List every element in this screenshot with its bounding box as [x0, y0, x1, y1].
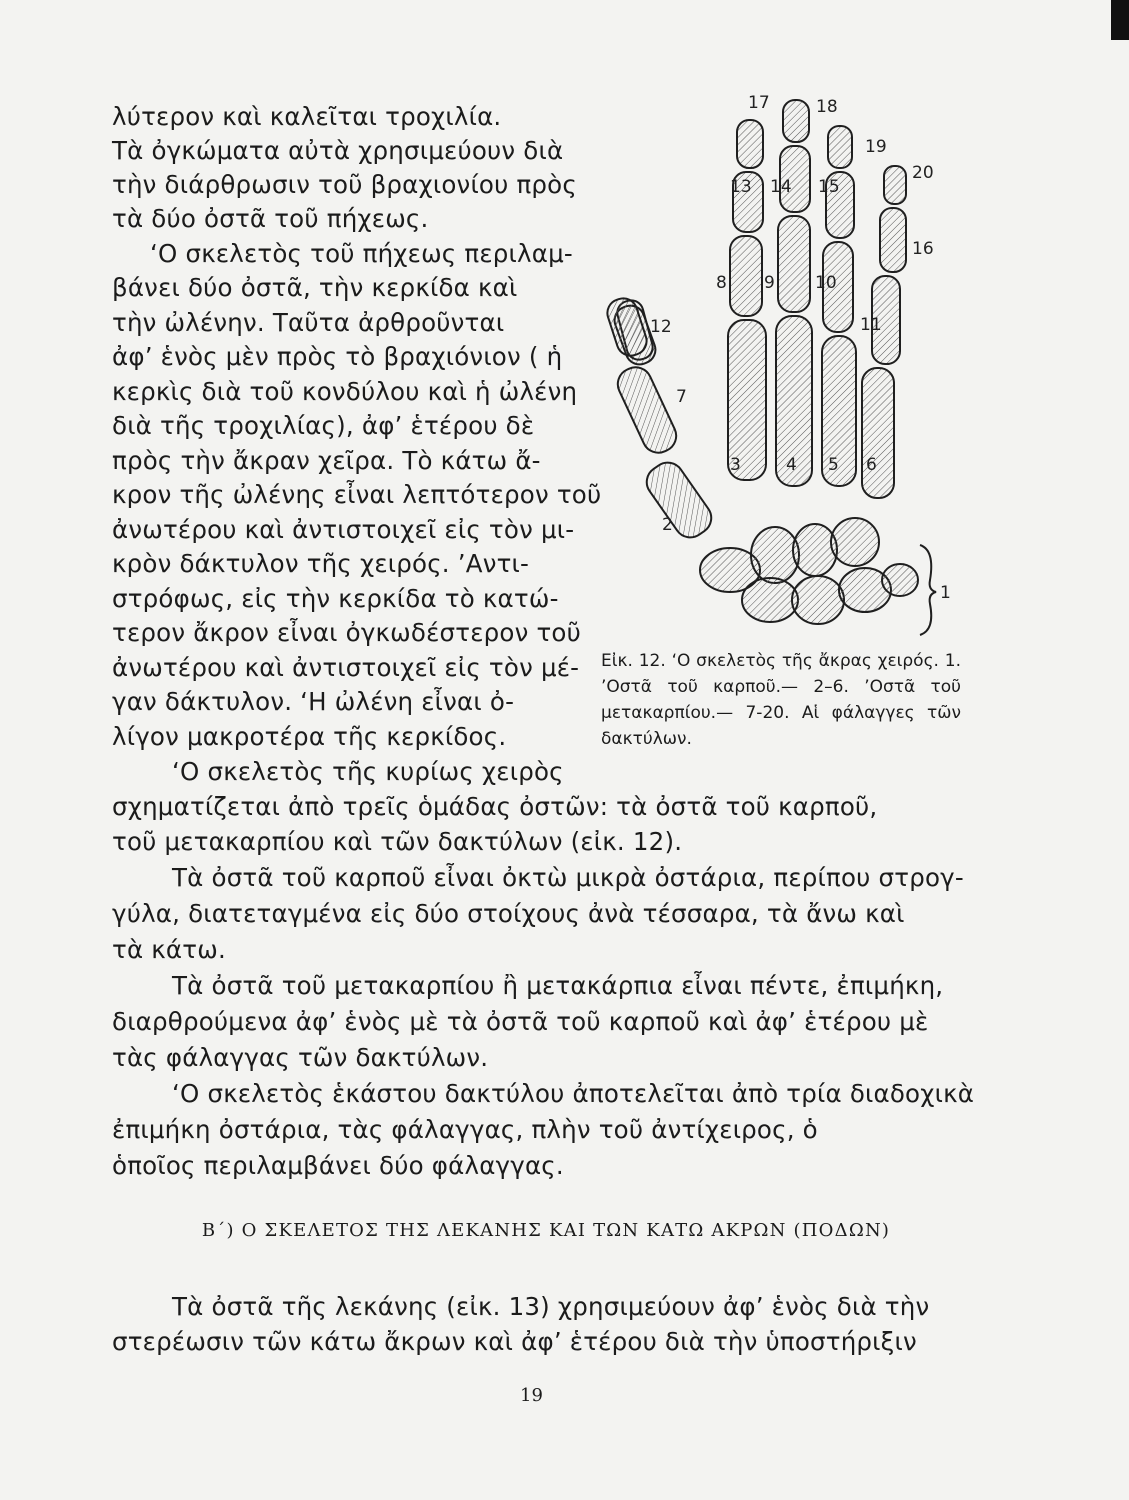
text-line: βάνει δύο ὀστᾶ, τὴν κερκίδα καὶ: [112, 273, 518, 302]
text-line: στρόφως, εἰς τὴν κερκίδα τὸ κατώ-: [112, 584, 559, 613]
text-line: Τὰ ὀστᾶ τοῦ καρποῦ εἶναι ὀκτὼ μικρὰ ὀστάρια, περίπου στρογ-: [172, 863, 964, 892]
figure-label: 2: [662, 515, 673, 535]
figure-label: 17: [748, 93, 770, 113]
text-line: ‘Ο σκελετὸς τοῦ πήχεως περιλαμ-: [150, 239, 573, 268]
text-line: διὰ τῆς τροχιλίας), ἀφ’ ἑτέρου δὲ: [112, 411, 535, 440]
text-line: ἐπιμήκη ὀστάρια, τὰς φάλαγγας, πλὴν τοῦ ἀντίχειρος, ὁ: [112, 1115, 818, 1144]
text-line: λίγον μακροτέρα τῆς κερκίδος.: [112, 722, 507, 751]
text-line: κερκὶς διὰ τοῦ κονδύλου καὶ ἡ ὠλένη: [112, 377, 578, 406]
text-line: τὰ δύο ὀστᾶ τοῦ πήχεως.: [112, 204, 429, 233]
text-line: κρὸν δάκτυλον τῆς χειρός. ’Αντι-: [112, 549, 530, 578]
figure-label: 20: [912, 163, 934, 183]
text-line: τὴν ὠλένην. Ταῦτα ἀρθροῦνται: [112, 308, 505, 337]
figure-label: 9: [764, 273, 775, 293]
page-number: 19: [520, 1385, 543, 1406]
text-line: τοῦ μετακαρπίου καὶ τῶν δακτύλων (εἰκ. 12).: [112, 827, 683, 856]
figure-label: 19: [865, 137, 887, 157]
figure-label: 1: [940, 583, 951, 603]
figure-label: 18: [816, 97, 838, 117]
text-line: τὰς φάλαγγας τῶν δακτύλων.: [112, 1043, 489, 1072]
figure-label: 5: [828, 455, 839, 475]
figure-label: 3: [730, 455, 741, 475]
text-line: ἀνωτέρου καὶ ἀντιστοιχεῖ εἰς τὸν μέ-: [112, 653, 580, 682]
text-line: τὰ κάτω.: [112, 935, 226, 964]
figure-label: 15: [818, 177, 840, 197]
text-line: ‘Ο σκελετὸς ἑκάστου δακτύλου ἀποτελεῖται ἀπὸ τρία διαδοχικὰ: [172, 1079, 975, 1108]
text-line: λύτερον καὶ καλεῖται τροχιλία.: [112, 102, 502, 131]
figure-label: 12: [650, 317, 672, 337]
text-line: ἀφ’ ἑνὸς μὲν πρὸς τὸ βραχιόνιον ( ἡ: [112, 342, 563, 371]
text-line: Τὰ ὀστᾶ τῆς λεκάνης (εἰκ. 13) χρησιμεύουν ἀφ’ ἑνὸς διὰ τὴν: [172, 1292, 930, 1321]
figure-label: 8: [716, 273, 727, 293]
figure-label: 11: [860, 315, 882, 335]
text-line: ἀνωτέρου καὶ ἀντιστοιχεῖ εἰς τὸν μι-: [112, 515, 575, 544]
figure-label: 4: [786, 455, 797, 475]
figure-label: 13: [730, 177, 752, 197]
figure-label: 10: [815, 273, 837, 293]
text-line: κρον τῆς ὠλένης εἶναι λεπτότερον τοῦ: [112, 480, 602, 509]
figure-label: 14: [770, 177, 792, 197]
figure-caption: Εἰκ. 12. ‘Ο σκελετὸς τῆς ἄκρας χειρός. 1. ’Οστᾶ τοῦ καρποῦ.— 2–6. ’Οστᾶ τοῦ μετακαρπίου.— 7-20. Αἱ φάλαγγες τῶν δακτύλων.: [601, 651, 961, 749]
hand-skeleton-figure: [590, 80, 970, 660]
text-line: γύλα, διατεταγμένα εἰς δύο στοίχους ἀνὰ τέσσαρα, τὰ ἄνω καὶ: [112, 899, 905, 928]
figure-label: 16: [912, 239, 934, 259]
text-line: στερέωσιν τῶν κάτω ἄκρων καὶ ἀφ’ ἑτέρου διὰ τὴν ὑποστήριξιν: [112, 1327, 917, 1356]
text-line: Τὰ ὀστᾶ τοῦ μετακαρπίου ἢ μετακάρπια εἶναι πέντε, ἐπιμήκη,: [172, 971, 944, 1000]
text-line: διαρθρούμενα ἀφ’ ἑνὸς μὲ τὰ ὀστᾶ τοῦ καρποῦ καὶ ἀφ’ ἑτέρου μὲ: [112, 1007, 929, 1036]
hand-skeleton-illustration: [590, 80, 970, 660]
text-line: σχηματίζεται ἀπὸ τρεῖς ὁμάδας ὀστῶν: τὰ ὀστᾶ τοῦ καρποῦ,: [112, 792, 878, 821]
section-heading: Β΄) Ο ΣΚΕΛΕΤΟΣ ΤΗΣ ΛΕΚΑΝΗΣ ΚΑΙ ΤΩΝ ΚΑΤΩ ΑΚΡΩΝ (ΠΟΔΩΝ): [201, 1220, 891, 1241]
text-line: τερον ἄκρον εἶναι ὀγκωδέστερον τοῦ: [112, 618, 581, 647]
text-line: ‘Ο σκελετὸς τῆς κυρίως χειρὸς: [172, 757, 564, 786]
text-line: τὴν διάρθρωσιν τοῦ βραχιονίου πρὸς: [112, 170, 577, 199]
text-line: πρὸς τὴν ἄκραν χεῖρα. Τὸ κάτω ἄ-: [112, 446, 541, 475]
text-line: γαν δάκτυλον. ‘Η ὠλένη εἶναι ὀ-: [112, 687, 515, 716]
scan-edge-mark: [1111, 0, 1129, 40]
text-line: ὁποῖος περιλαμβάνει δύο φάλαγγας.: [112, 1151, 564, 1180]
text-line: Τὰ ὀγκώματα αὐτὰ χρησιμεύουν διὰ: [112, 136, 564, 165]
figure-label: 6: [866, 455, 877, 475]
figure-label: 7: [676, 387, 687, 407]
